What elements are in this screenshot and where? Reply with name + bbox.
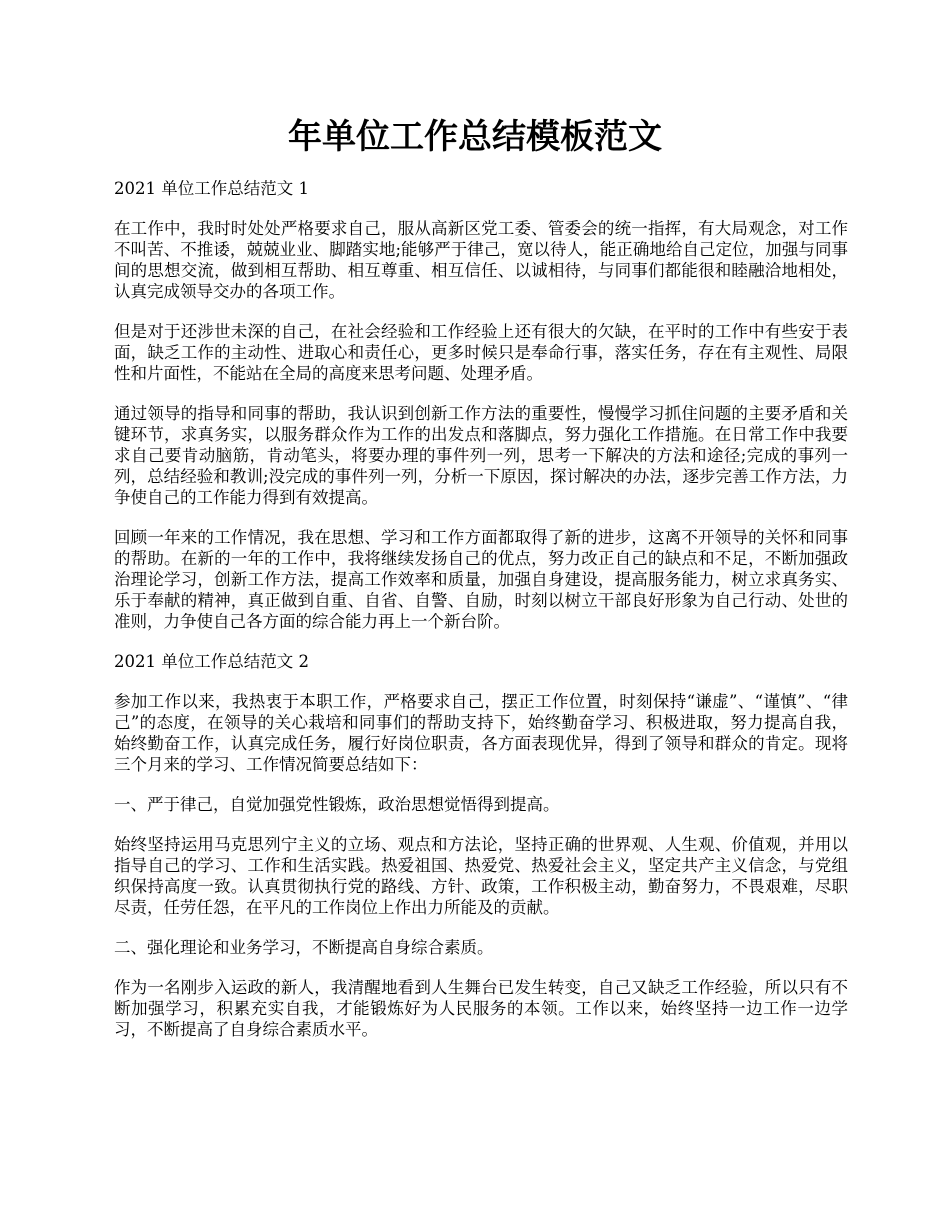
- section-heading-2: 2021 单位工作总结范文 2: [114, 652, 309, 671]
- section-heading-1: 2021 单位工作总结范文 1: [114, 179, 309, 198]
- subheading-2: 二、强化理论和业务学习，不断提高自身综合素质。: [114, 938, 494, 957]
- paragraph: 作为一名刚步入运政的新人，我清醒地看到人生舞台已发生转变，自己又缺乏工作经验，所以只有不断加强学习，积累充实自我，才能锻炼好为人民服务的本领。工作以来，始终坚持一边工作一边学习，不断提高了自身综合素质水平。: [114, 978, 848, 1039]
- paragraph: 通过领导的指导和同事的帮助，我认识到创新工作方法的重要性，慢慢学习抓住问题的主要矛盾和关键环节，求真务实，以服务群众作为工作的出发点和落脚点，努力强化工作措施。在日常工作中我要求自己要肯动脑筋，肯动笔头，将要办理的事件列一列，思考一下解决的方法和途径;完成的事列一列，总结经验和教训;没完成的事件列一列，分析一下原因，探讨解决的办法，逐步完善工作方法，力争使自己的工作能力得到有效提高。: [114, 404, 848, 507]
- paragraph: 回顾一年来的工作情况，我在思想、学习和工作方面都取得了新的进步，这离不开领导的关怀和同事的帮助。在新的一年的工作中，我将继续发扬自己的优点，努力改正自己的缺点和不足，不断加强政治理论学习，创新工作方法，提高工作效率和质量，加强自身建设，提高服务能力，树立求真务实、乐于奉献的精神，真正做到自重、自省、自警、自励，时刻以树立干部良好形象为自己行动、处世的准则，力争使自己各方面的综合能力再上一个新台阶。: [114, 528, 848, 631]
- document-title: 年单位工作总结模板范文: [288, 117, 662, 157]
- paragraph: 但是对于还涉世未深的自己，在社会经验和工作经验上还有很大的欠缺，在平时的工作中有些安于表面，缺乏工作的主动性、进取心和责任心，更多时候只是奉命行事，落实任务，存在有主观性、局限性和片面性，不能站在全局的高度来思考问题、处理矛盾。: [114, 322, 848, 383]
- document-body: [114, 178, 848, 1059]
- paragraph: 参加工作以来，我热衷于本职工作，严格要求自己，摆正工作位置，时刻保持“谦虚”、“谨慎”、“律己”的态度，在领导的关心栽培和同事们的帮助支持下，始终勤奋学习、积极进取，努力提高自我，始终勤奋工作，认真完成任务，履行好岗位职责，各方面表现优异，得到了领导和群众的肯定。现将三个月来的学习、工作情况简要总结如下：: [114, 692, 848, 774]
- subheading-1: 一、严于律己，自觉加强党性锻炼，政治思想觉悟得到提高。: [114, 795, 560, 814]
- paragraph: 在工作中，我时时处处严格要求自己，服从高新区党工委、管委会的统一指挥，有大局观念，对工作不叫苦、不推诿，兢兢业业、脚踏实地;能够严于律己，宽以待人，能正确地给自己定位，加强与同事间的思想交流，做到相互帮助、相互尊重、相互信任、以诚相待，与同事们都能很和睦融洽地相处，认真完成领导交办的各项工作。: [114, 219, 848, 301]
- paragraph: 始终坚持运用马克思列宁主义的立场、观点和方法论，坚持正确的世界观、人生观、价值观，并用以指导自己的学习、工作和生活实践。热爱祖国、热爱党、热爱社会主义，坚定共产主义信念，与党组织保持高度一致。认真贯彻执行党的路线、方针、政策，工作积极主动，勤奋努力，不畏艰难，尽职尽责，任劳任怨，在平凡的工作岗位上作出力所能及的贡献。: [114, 835, 848, 917]
